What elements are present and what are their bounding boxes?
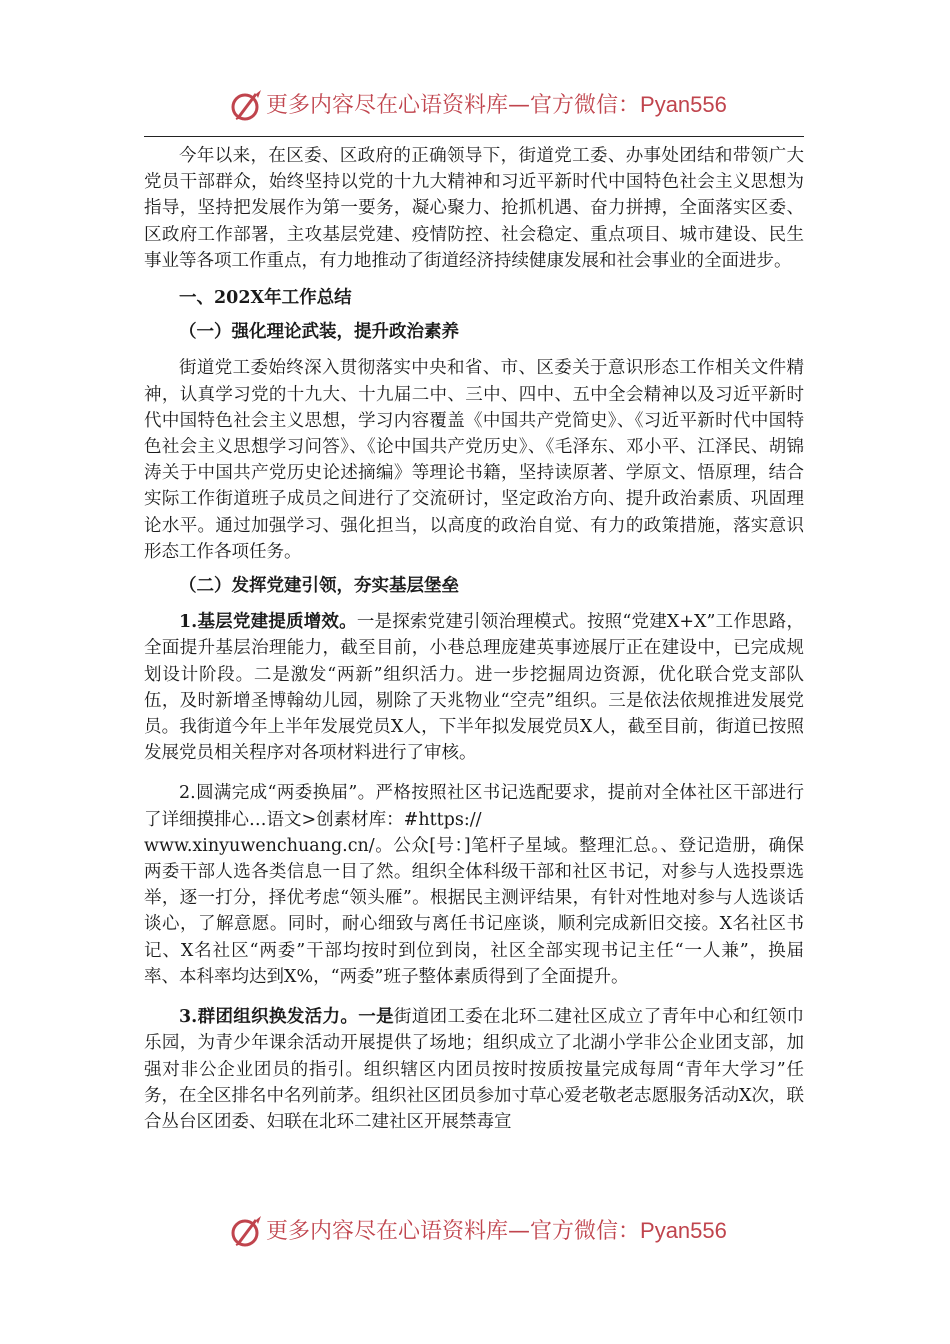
item-1-lead: 1.基层党建提质增效。 (179, 612, 357, 633)
item-3-body: 街道团工委在北环二建社区成立了青年中心和红领巾乐园，为青少年课余活动开展提供了场地；组织成立了北湖小学非公企业团支部，加强对非公企业团员的指引。组织辖区内团员按时按质按量完成每周“青年大学习”任务，在全区排名中名列前茅。组织社区团员参加寸草心爱老敬老志愿服务活动X次，联合丛台区团委、妇联在北环二建社区开展禁毒宣 (144, 1007, 805, 1132)
item-1-body: 一是探索党建引领治理模式。按照“党建X+X”工作思路，全面提升基层治理能力，截至目前，小巷总理庞建英事迹展厅正在建设中，已完成规划设计阶段。二是激发“两新”组织活力。进一步挖掘周边资源，优化联合党支部队伍，及时新增圣博翰幼儿园，剔除了天兆物业“空壳”组织。三是依法依规推进发展党员。我街道今年上半年发展党员X人，下半年拟发展党员X人，截至目前，街道已按照发展党员相关程序对各项材料进行了审核。 (144, 612, 804, 764)
banner-text: 更多内容尽在心语资料库—官方微信： (266, 93, 641, 118)
quill-logo-icon (228, 88, 264, 124)
banner-text: 更多内容尽在心语资料库—官方微信： (266, 1219, 641, 1244)
item-3-lead-2: 一是 (358, 1007, 394, 1028)
item-2-line-1: 2.圆满完成“两委换届”。严格按照社区书记选配要求，提前对全体社区干部进行了详细摸排心…语文>创素材库：#https:// (144, 783, 804, 830)
item-1-paragraph (144, 609, 804, 766)
heading-1: 一、202X年工作总结 (179, 288, 352, 309)
document-body (144, 143, 804, 1135)
header-rule (144, 136, 804, 137)
section-1-body: 街道党工委始终深入贯彻落实中央和省、市、区委关于意识形态工作相关文件精神，认真学习党的十九大、十九届二中、三中、四中、五中全会精神以及习近平新时代中国特色社会主义思想，学习内容覆盖《中国共产党简史》、《习近平新时代中国特色社会主义思想学习问答》、《论中国共产党历史》、《毛泽东、邓小平、江泽民、胡锦涛关于中国共产党历史论述摘编》等理论书籍，坚持读原著、学原文、悟原理，结合实际工作街道班子成员之间进行了交流研讨，坚定政治方向、提升政治素质、巩固理论水平。通过加强学习、强化担当，以高度的政治自觉、有力的政策措施，落实意识形态工作各项任务。 (144, 358, 804, 562)
section-1-title: （一）强化理论武装，提升政治素养 (179, 322, 459, 343)
footer-banner (0, 1212, 950, 1252)
item-3-paragraph (144, 1004, 804, 1135)
item-3-lead: 3.群团组织换发活力。 (179, 1007, 359, 1028)
item-2-body: www.xinyuwenchuang.cn/。公众[号：]笔杆子星域。整理汇总。、登记造册，确保两委干部人选各类信息一目了然。组织全体科级干部和社区书记，对参与人选投票选举，逐一打分，择优考虑“领头雁”。根据民主测评结果，有针对性地对参与人选谈话谈心，了解意愿。同时，耐心细致与离任书记座谈，顺利完成新旧交接。X名社区书记、X名社区“两委”干部均按时到位到岗，社区全部实现书记主任“一人兼”，换届率、本科率均达到X%，“两委”班子整体素质得到了全面提升。 (144, 835, 804, 987)
intro-paragraph: 今年以来，在区委、区政府的正确领导下，街道党工委、办事处团结和带领广大党员干部群众，始终坚持以党的十九大精神和习近平新时代中国特色社会主义思想为指导，坚持把发展作为第一要务，凝心聚力、抢抓机遇、奋力拼搏，全面落实区委、区政府工作部署，主攻基层党建、疫情防控、社会稳定、重点项目、城市建设、民生事业等各项工作重点，有力地推动了街道经济持续健康发展和社会事业的全面进步。 (144, 146, 804, 271)
wechat-id: Pyan556 (640, 1218, 727, 1243)
quill-logo-icon (228, 1214, 264, 1250)
header-banner (0, 86, 950, 126)
section-2-title: （二）发挥党建引领，夯实基层堡垒 (179, 576, 459, 597)
wechat-id: Pyan556 (640, 92, 727, 117)
